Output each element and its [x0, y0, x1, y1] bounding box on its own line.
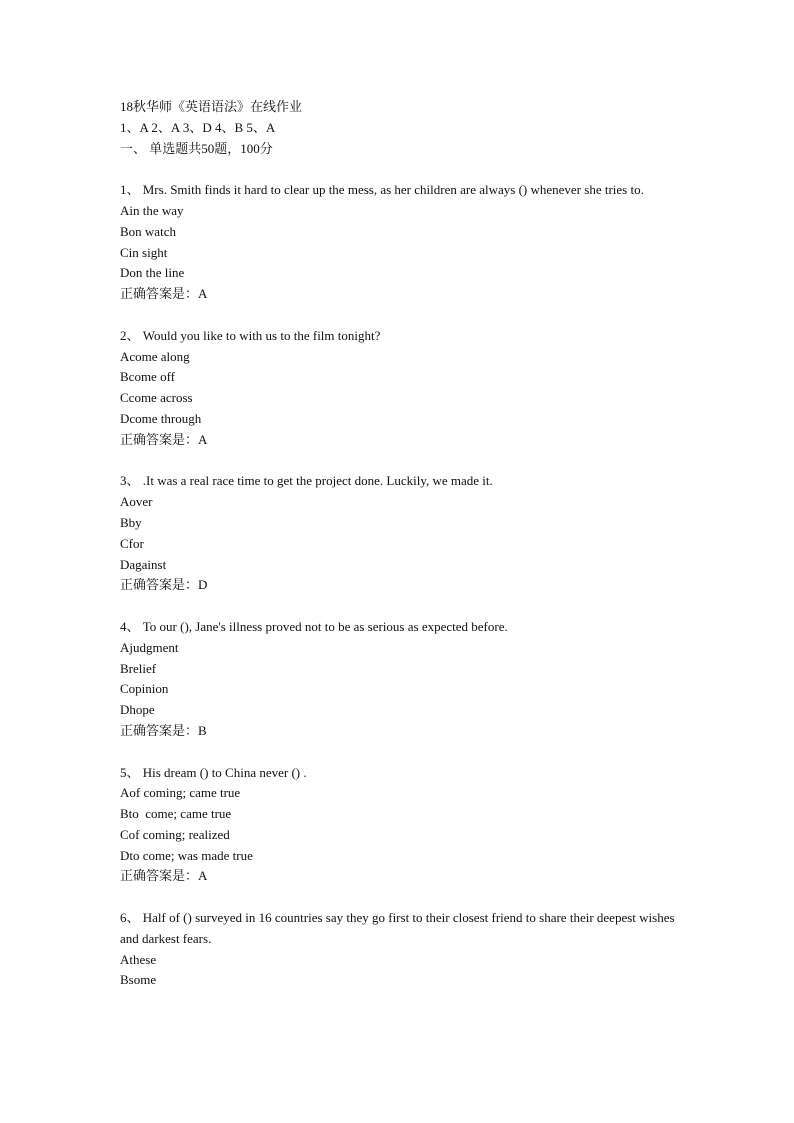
option-b: Bsome	[120, 972, 157, 988]
question-1	[120, 180, 680, 305]
option-c: Cof coming; realized	[120, 826, 230, 842]
option-d: Dcome through	[120, 410, 202, 426]
correct-answer: 正确答案是：A	[120, 286, 208, 302]
option-c: Cin sight	[120, 244, 168, 260]
option-d: Don the line	[120, 265, 185, 281]
correct-answer: 正确答案是：A	[120, 431, 208, 447]
option-d: Dto come; was made true	[120, 847, 253, 863]
option-a: Aover	[120, 494, 153, 510]
option-a: Athese	[120, 951, 157, 967]
correct-answer: 正确答案是：B	[120, 722, 207, 738]
option-b: Brelief	[120, 660, 157, 676]
answer-key: 1、A 2、A 3、D 4、B 5、A	[120, 119, 276, 135]
question-6	[120, 908, 680, 991]
option-a: Aof coming; came true	[120, 785, 241, 801]
question-stem: 4、 To our (), Jane's illness proved not to be as serious as expected before.	[120, 618, 508, 634]
option-b: Bon watch	[120, 223, 176, 239]
spacer	[120, 887, 680, 908]
question-stem: 2、 Would you like to with us to the film tonight?	[120, 327, 381, 343]
question-3	[120, 471, 680, 596]
option-c: Cfor	[120, 535, 144, 551]
spacer	[120, 451, 680, 472]
section-heading: 一、 单选题共50题，100分	[120, 140, 273, 156]
question-stem: 6、 Half of () surveyed in 16 countries say they go first to their closest friend to share their deepest wishes and darkest fears.	[120, 910, 675, 946]
spacer	[120, 596, 680, 617]
option-a: Ajudgment	[120, 639, 179, 655]
option-c: Copinion	[120, 681, 169, 697]
correct-answer: 正确答案是：A	[120, 868, 208, 884]
spacer	[120, 159, 680, 180]
document-page	[120, 97, 680, 991]
option-d: Dagainst	[120, 556, 167, 572]
option-b: Bcome off	[120, 369, 175, 385]
spacer	[120, 742, 680, 763]
spacer	[120, 305, 680, 326]
question-4	[120, 617, 680, 742]
doc-title: 18秋华师《英语语法》在线作业	[120, 99, 303, 114]
option-d: Dhope	[120, 702, 155, 718]
question-stem: 5、 His dream () to China never () .	[120, 764, 307, 780]
option-a: Ain the way	[120, 202, 184, 218]
option-c: Ccome across	[120, 390, 193, 406]
question-stem: 1、 Mrs. Smith finds it hard to clear up the mess, as her children are always () whenever she tries to.	[120, 182, 644, 198]
question-2	[120, 326, 680, 451]
correct-answer: 正确答案是：D	[120, 577, 208, 593]
option-b: Bby	[120, 514, 142, 530]
option-b: Bto come; came true	[120, 806, 232, 822]
question-5	[120, 763, 680, 888]
question-stem: 3、 .It was a real race time to get the project done. Luckily, we made it.	[120, 473, 493, 489]
option-a: Acome along	[120, 348, 190, 364]
